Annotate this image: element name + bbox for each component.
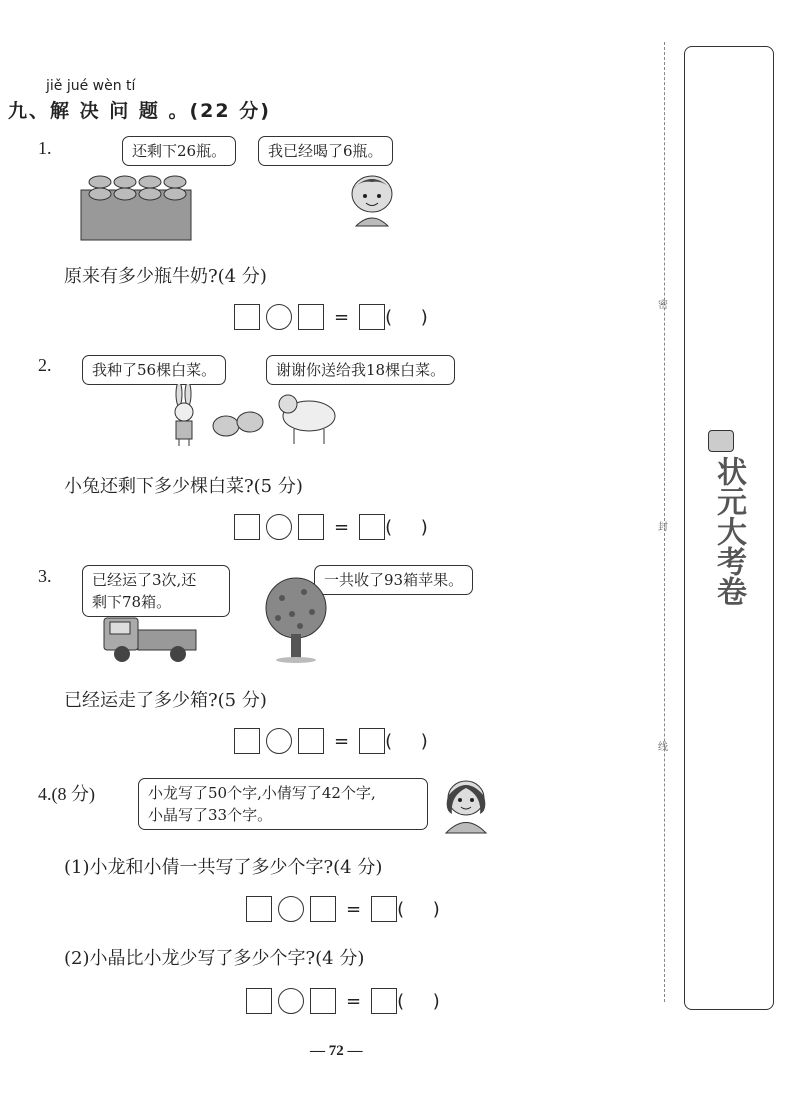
seal-mark-1: 密 xyxy=(658,300,668,311)
question-1-text: 原来有多少瓶牛奶?(4 分) xyxy=(64,266,267,287)
answer-box[interactable] xyxy=(310,988,336,1014)
seal-mark-2: 封 xyxy=(658,522,668,533)
unit-blank[interactable]: ( ) xyxy=(397,990,440,1012)
truck-illustration xyxy=(102,612,198,664)
answer-formula-4-2 xyxy=(246,988,440,1014)
operator-circle[interactable] xyxy=(278,896,304,922)
answer-box[interactable] xyxy=(298,304,324,330)
answer-box[interactable] xyxy=(371,896,397,922)
operator-circle[interactable] xyxy=(266,728,292,754)
page-number: — 72 — xyxy=(310,1043,363,1059)
question-2-number: 2. xyxy=(38,355,52,375)
apple-tree-illustration xyxy=(264,576,328,664)
answer-box[interactable] xyxy=(234,304,260,330)
speech-bubble-truck-line2: 剩下78箱。 xyxy=(92,593,172,611)
girl-illustration xyxy=(436,776,496,834)
speech-bubble-truck xyxy=(82,565,230,617)
operator-circle[interactable] xyxy=(266,514,292,540)
equals-sign: = xyxy=(334,516,350,538)
answer-box[interactable] xyxy=(359,728,385,754)
unit-blank[interactable]: ( ) xyxy=(397,898,440,920)
question-3-number: 3. xyxy=(38,566,52,586)
operator-circle[interactable] xyxy=(266,304,292,330)
answer-box[interactable] xyxy=(246,988,272,1014)
answer-formula-3 xyxy=(234,728,428,754)
rabbit-cabbage-sheep-illustration xyxy=(164,384,344,448)
operator-circle[interactable] xyxy=(278,988,304,1014)
answer-box[interactable] xyxy=(234,514,260,540)
speech-bubble-girl xyxy=(138,778,428,830)
question-4-sub2-text: (2)小晶比小龙少写了多少个字?(4 分) xyxy=(64,948,365,969)
section-title: 九、解 决 问 题 。(22 分) xyxy=(8,100,271,122)
answer-box[interactable] xyxy=(298,514,324,540)
milk-crate-illustration xyxy=(80,172,192,242)
answer-box[interactable] xyxy=(246,896,272,922)
speech-bubble-tree: 一共收了93箱苹果。 xyxy=(314,565,473,595)
question-2-text: 小兔还剩下多少棵白菜?(5 分) xyxy=(64,476,303,497)
section-pinyin: jiě jué wèn tí xyxy=(46,78,136,94)
unit-blank[interactable]: ( ) xyxy=(385,730,428,752)
question-3-text: 已经运走了多少箱?(5 分) xyxy=(64,690,267,711)
answer-box[interactable] xyxy=(298,728,324,754)
speech-bubble-crate: 还剩下26瓶。 xyxy=(122,136,236,166)
equals-sign: = xyxy=(334,730,350,752)
speech-bubble-girl-line1: 小龙写了50个字,小倩写了42个字, xyxy=(148,784,376,802)
answer-formula-4-1 xyxy=(246,896,440,922)
unit-blank[interactable]: ( ) xyxy=(385,516,428,538)
answer-box[interactable] xyxy=(234,728,260,754)
speech-bubble-girl-line2: 小晶写了33个字。 xyxy=(148,806,273,824)
boy-illustration xyxy=(344,172,400,228)
brand-logo-icon xyxy=(708,430,734,452)
answer-box[interactable] xyxy=(310,896,336,922)
brand-title: 状元大考卷 xyxy=(711,456,746,606)
equals-sign: = xyxy=(334,306,350,328)
unit-blank[interactable]: ( ) xyxy=(385,306,428,328)
speech-bubble-sheep: 谢谢你送给我18棵白菜。 xyxy=(266,355,455,385)
question-1-number: 1. xyxy=(38,138,52,158)
question-4-sub1-text: (1)小龙和小倩一共写了多少个字?(4 分) xyxy=(64,857,383,878)
answer-box[interactable] xyxy=(371,988,397,1014)
seal-mark-3: 线 xyxy=(658,742,668,753)
speech-bubble-rabbit: 我种了56棵白菜。 xyxy=(82,355,226,385)
speech-bubble-boy: 我已经喝了6瓶。 xyxy=(258,136,393,166)
answer-box[interactable] xyxy=(359,514,385,540)
question-4-number: 4.(8 分) xyxy=(38,784,95,804)
speech-bubble-truck-line1: 已经运了3次,还 xyxy=(92,571,197,589)
equals-sign: = xyxy=(346,990,362,1012)
answer-formula-2 xyxy=(234,514,428,540)
equals-sign: = xyxy=(346,898,362,920)
answer-formula-1 xyxy=(234,304,428,330)
answer-box[interactable] xyxy=(359,304,385,330)
